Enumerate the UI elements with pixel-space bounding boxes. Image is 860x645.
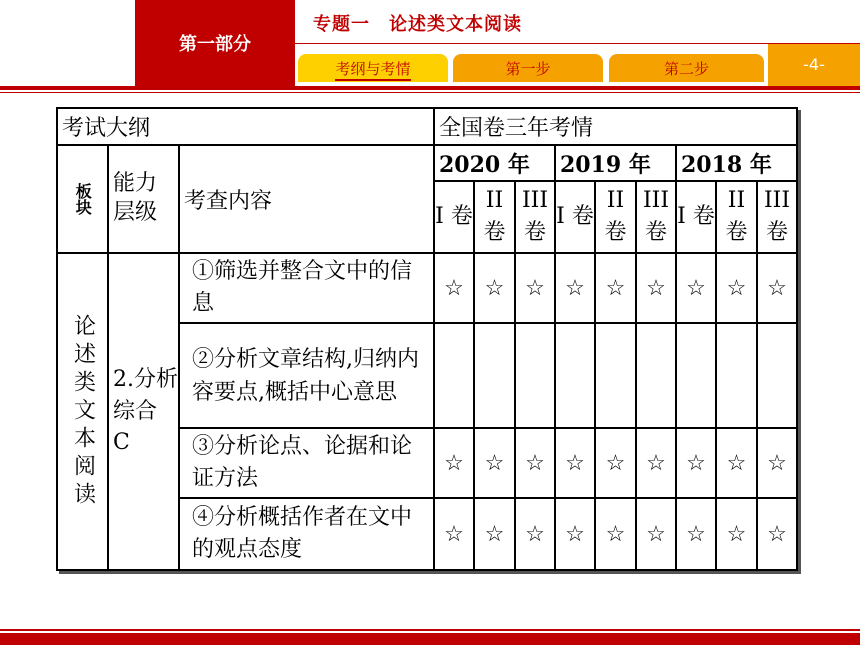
star-mark: ☆: [515, 428, 555, 498]
exam-header: 全国卷三年考情: [434, 108, 797, 145]
star-mark: ☆: [757, 498, 797, 570]
star-mark: ☆: [676, 428, 716, 498]
topic-title: 专题一 论述类文本阅读: [313, 14, 522, 35]
star-mark: ☆: [555, 428, 595, 498]
ability-level: 2.分析综合 C: [108, 253, 179, 570]
star-mark: ☆: [434, 498, 474, 570]
empty-mark: [434, 323, 474, 428]
star-mark: ☆: [595, 253, 636, 323]
star-mark: ☆: [474, 428, 515, 498]
col-content: 考查内容: [179, 145, 434, 253]
tab-step-two[interactable]: 第二步: [609, 54, 764, 82]
empty-mark: [595, 323, 636, 428]
paper-label: I 卷: [676, 181, 716, 253]
year-2020: 2020 年: [434, 145, 555, 181]
exam-outline-table: [56, 107, 798, 571]
paper-label: II 卷: [474, 181, 515, 253]
star-mark: ☆: [434, 428, 474, 498]
empty-mark: [757, 323, 797, 428]
empty-mark: [716, 323, 757, 428]
col-level: 能力层级: [108, 145, 179, 253]
star-mark: ☆: [636, 428, 676, 498]
paper-label: II 卷: [595, 181, 636, 253]
star-mark: ☆: [716, 253, 757, 323]
star-mark: ☆: [595, 498, 636, 570]
content-item: ②分析文章结构,归纳内容要点,概括中心意思: [179, 323, 434, 428]
paper-label: III 卷: [515, 181, 555, 253]
star-mark: ☆: [515, 498, 555, 570]
header-rule: [0, 86, 860, 90]
part-label: 第一部分: [179, 34, 251, 55]
star-mark: ☆: [676, 253, 716, 323]
empty-mark: [515, 323, 555, 428]
year-2019: 2019 年: [555, 145, 676, 181]
header-rule-thin: [0, 92, 860, 93]
star-mark: ☆: [636, 498, 676, 570]
block-name: 论述类文本阅读: [70, 313, 96, 510]
star-mark: ☆: [555, 498, 595, 570]
tab-step-one[interactable]: 第一步: [453, 54, 603, 82]
col-block: 板块: [73, 183, 93, 215]
paper-label: I 卷: [555, 181, 595, 253]
star-mark: ☆: [676, 498, 716, 570]
outline-header: 考试大纲: [57, 108, 434, 145]
page-number: -4-: [768, 44, 860, 86]
footer-rule: [0, 629, 860, 631]
paper-label: III 卷: [636, 181, 676, 253]
star-mark: ☆: [716, 428, 757, 498]
content-item: ③分析论点、论据和论证方法: [179, 428, 434, 498]
star-mark: ☆: [757, 253, 797, 323]
star-mark: ☆: [555, 253, 595, 323]
star-mark: ☆: [434, 253, 474, 323]
star-mark: ☆: [474, 498, 515, 570]
star-mark: ☆: [515, 253, 555, 323]
paper-label: III 卷: [757, 181, 797, 253]
star-mark: ☆: [757, 428, 797, 498]
star-mark: ☆: [716, 498, 757, 570]
footer-bar: [0, 633, 860, 645]
empty-mark: [555, 323, 595, 428]
content-item: ④分析概括作者在文中的观点态度: [179, 498, 434, 570]
empty-mark: [474, 323, 515, 428]
star-mark: ☆: [595, 428, 636, 498]
paper-label: I 卷: [434, 181, 474, 253]
star-mark: ☆: [636, 253, 676, 323]
empty-mark: [676, 323, 716, 428]
tab-outline[interactable]: 考纲与考情: [298, 54, 448, 82]
year-2018: 2018 年: [676, 145, 797, 181]
empty-mark: [636, 323, 676, 428]
content-item: ①筛选并整合文中的信息: [179, 253, 434, 323]
star-mark: ☆: [474, 253, 515, 323]
paper-label: II 卷: [716, 181, 757, 253]
